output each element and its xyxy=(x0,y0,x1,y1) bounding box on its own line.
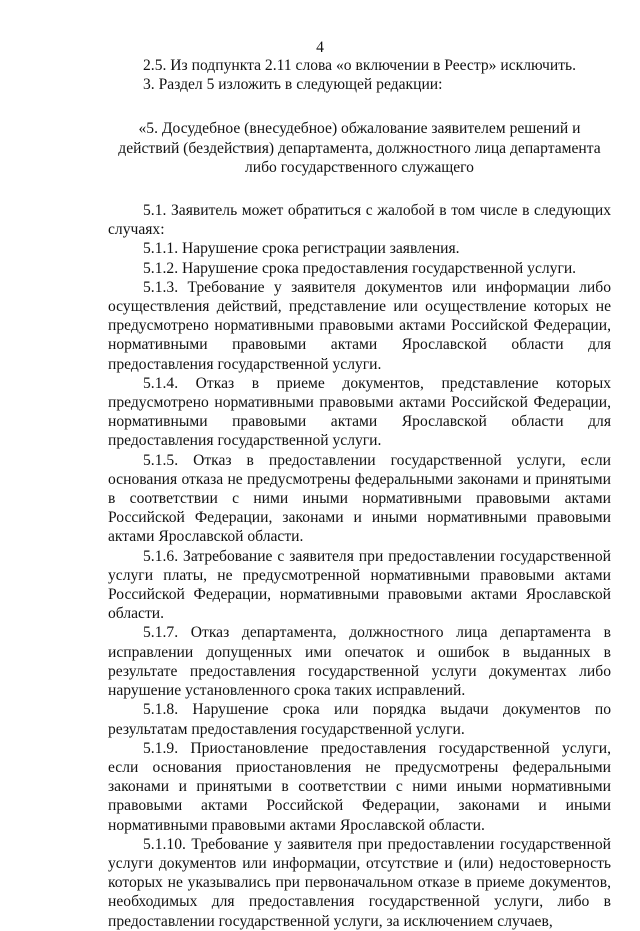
paragraph-5-1-10: 5.1.10. Требование у заявителя при предоставлении государственной услуги документов или информации, отсутствие и (или) недостоверность которых не указывались при первоначальном отказе в приеме документов, необходимых для предоставления государственной услуги, либо в предоставлении государственной услуги, за исключением случаев, xyxy=(108,835,611,930)
paragraph-5-1-1: 5.1.1. Нарушение срока регистрации заявления. xyxy=(143,240,460,258)
paragraph-5-1-2: 5.1.2. Нарушение срока предоставления государственной услуги. xyxy=(143,259,577,277)
paragraph-5-1-4: 5.1.4. Отказ в приеме документов, представление которых предусмотрено нормативными правовыми актами Российской Федерации, нормативными правовыми актами Ярославской области для предоставления государственной услуги. xyxy=(108,374,611,450)
paragraph-5-1-9: 5.1.9. Приостановление предоставления государственной услуги, если основания приостановления не предусмотрены федеральными законами и принятыми в соответствии с ними иными нормативными правовыми актами Российской Федерации, законами и иными нормативными правовыми актами Ярославской области. xyxy=(108,739,611,834)
paragraph-5-1-3: 5.1.3. Требование у заявителя документов или информации либо осуществления действий, представление или осуществление которых не предусмотрено нормативными правовыми актами Российской Федерации, нормативными правовыми актами Ярославской области для предоставления государственной услуги. xyxy=(108,278,611,373)
paragraph-5-1: 5.1. Заявитель может обратиться с жалобой в том числе в следующих случаях: xyxy=(108,202,611,239)
section-5-heading: «5. Досудебное (внесудебное) обжалование заявителем решений и действий (бездействия) департамента, должностного лица департамента либо государственного служащего xyxy=(118,120,601,176)
paragraph-5-1-6: 5.1.6. Затребование с заявителя при предоставлении государственной услуги платы, не предусмотренной нормативными правовыми актами Российской Федерации, нормативными правовыми актами Ярославской области. xyxy=(108,547,611,623)
amendment-paragraph-2-5: 2.5. Из подпункта 2.11 слова «о включении в Реестр» исключить. xyxy=(143,57,577,74)
amendment-paragraph-3: 3. Раздел 5 изложить в следующей редакции: xyxy=(143,76,443,94)
paragraph-5-1-5: 5.1.5. Отказ в предоставлении государственной услуги, если основания отказа не предусмотрены федеральными законами и принятыми в соответствии с ними иными нормативными правовыми актами Российской Федерации, законами и иными нормативными правовыми актами Ярославской области. xyxy=(108,451,611,546)
paragraph-5-1-7: 5.1.7. Отказ департамента, должностного лица департамента в исправлении допущенных ими опечаток и ошибок в выданных в результате предоставления государственной услуги документах либо нарушение установленного срока таких исправлений. xyxy=(108,624,611,700)
page-number: 4 xyxy=(316,39,324,56)
paragraph-5-1-8: 5.1.8. Нарушение срока или порядка выдачи документов по результатам предоставления государственной услуги. xyxy=(108,701,611,738)
document-body xyxy=(108,56,611,931)
